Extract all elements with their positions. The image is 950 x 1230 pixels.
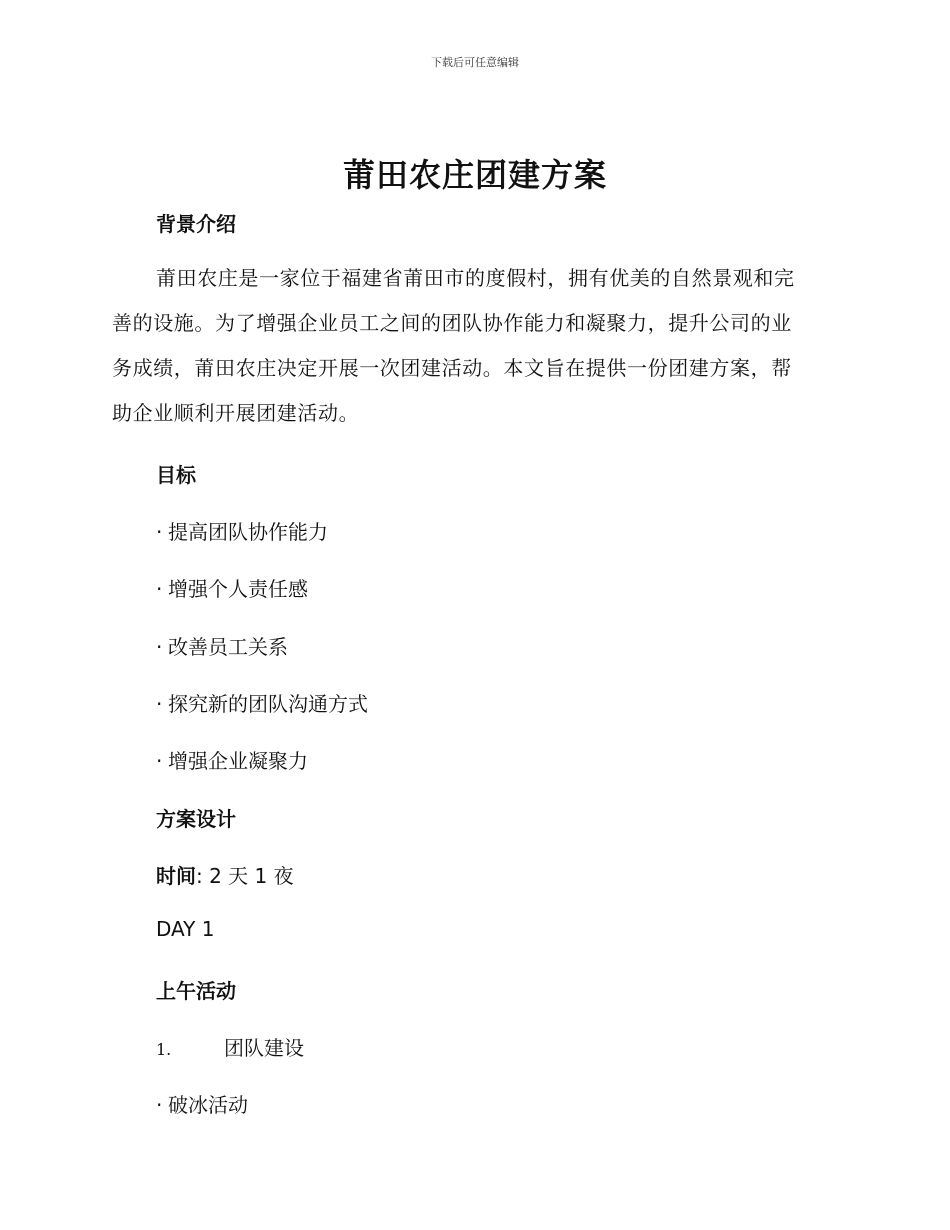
bullet-icon: · bbox=[156, 749, 163, 773]
section-heading-plan: 方案设计 bbox=[156, 807, 236, 831]
section-heading-background: 背景介绍 bbox=[156, 212, 236, 236]
goal-text: 提高团队协作能力 bbox=[168, 520, 328, 544]
bullet-icon: · bbox=[156, 520, 163, 544]
list-number: 1. bbox=[156, 1040, 172, 1059]
paragraph-line: 善的设施。为了增强企业员工之间的团队协作能力和凝聚力，提升公司的业 bbox=[112, 311, 792, 335]
paragraph-line: 务成绩，莆田农庄决定开展一次团建活动。本文旨在提供一份团建方案，帮 bbox=[112, 356, 792, 380]
goal-list-item bbox=[156, 631, 288, 660]
day-label: DAY 1 bbox=[156, 917, 215, 941]
goal-list-item bbox=[156, 688, 368, 717]
time-line bbox=[156, 860, 294, 889]
background-paragraph bbox=[112, 256, 832, 436]
paragraph-line: 助企业顺利开展团建活动。 bbox=[112, 401, 360, 425]
section-heading-morning: 上午活动 bbox=[156, 979, 236, 1003]
numbered-item-text: 团队建设 bbox=[224, 1036, 304, 1060]
bullet-icon: · bbox=[156, 577, 163, 601]
numbered-list-item bbox=[156, 1032, 304, 1061]
goal-list-item bbox=[156, 516, 328, 545]
goal-list-item bbox=[156, 745, 308, 774]
sub-bullet-text: 破冰活动 bbox=[168, 1093, 248, 1117]
bullet-icon: · bbox=[156, 635, 163, 659]
time-label: 时间 bbox=[156, 864, 196, 888]
goal-text: 增强企业凝聚力 bbox=[168, 749, 308, 773]
section-heading-goals: 目标 bbox=[156, 463, 196, 487]
page-header-note: 下载后可任意编辑 bbox=[431, 56, 519, 69]
goal-text: 改善员工关系 bbox=[168, 635, 288, 659]
document-title: 莆田农庄团建方案 bbox=[342, 156, 607, 194]
time-value: : 2 天 1 夜 bbox=[196, 864, 294, 888]
paragraph-line: 莆田农庄是一家位于福建省莆田市的度假村，拥有优美的自然景观和完 bbox=[156, 266, 795, 290]
goal-text: 探究新的团队沟通方式 bbox=[168, 692, 368, 716]
bullet-icon: · bbox=[156, 692, 163, 716]
goal-text: 增强个人责任感 bbox=[168, 577, 308, 601]
goal-list-item bbox=[156, 573, 308, 602]
sub-bullet-item bbox=[156, 1089, 248, 1118]
bullet-icon: · bbox=[156, 1093, 163, 1117]
